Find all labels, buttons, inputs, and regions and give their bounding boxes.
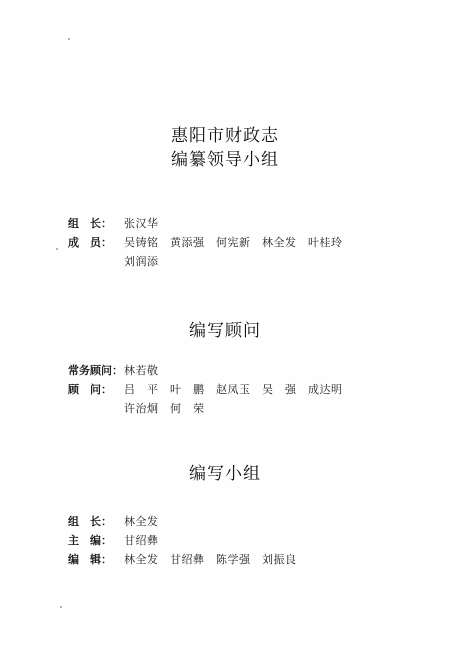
section3-editors-row [68,551,297,567]
section3-chief-label: 主 编： [68,534,112,547]
section2-advisor-row [68,381,343,397]
section1-members-row [68,234,343,250]
section3-chief-row [68,532,159,548]
scan-speck [60,606,62,608]
section3-editors-names: 林全发 甘绍彝 陈学强 刘振良 [124,553,297,566]
section2-advisor-label: 顾 问： [68,383,112,396]
section3-leader-label: 组 长： [68,515,112,528]
section2-standing-row [68,362,159,378]
scan-speck [56,248,58,250]
section3-editors-label: 编 辑： [68,553,112,566]
section2-advisor-line2: 许治炯 何 荣 [124,402,205,415]
section1-members-line1: 吴铸铭 黄添强 何宪新 林全发 叶桂玲 [124,236,343,249]
section1-leader-row [68,215,159,231]
section2-standing-label: 常务顾问： [68,364,123,377]
section1-title-line2: 编纂领导小组 [171,150,279,170]
section3-leader-names: 林全发 [124,515,159,528]
section3-title: 编写小组 [189,464,261,484]
section2-standing-names: 林若敬 [124,364,159,377]
section1-members-line2: 刘润添 [124,255,159,268]
scan-speck [68,38,70,40]
section2-title: 编写顾问 [189,321,261,341]
section3-leader-row [68,513,159,529]
section2-advisor-line1: 吕 平 叶 鹏 赵凤玉 吴 强 成达明 [124,383,343,396]
section1-leader-names: 张汉华 [124,217,159,230]
section1-title-line1: 惠阳市财政志 [171,126,279,146]
section3-chief-names: 甘绍彝 [124,534,159,547]
section1-leader-label: 组 长： [68,217,112,230]
section1-members-label: 成 员： [68,236,112,249]
